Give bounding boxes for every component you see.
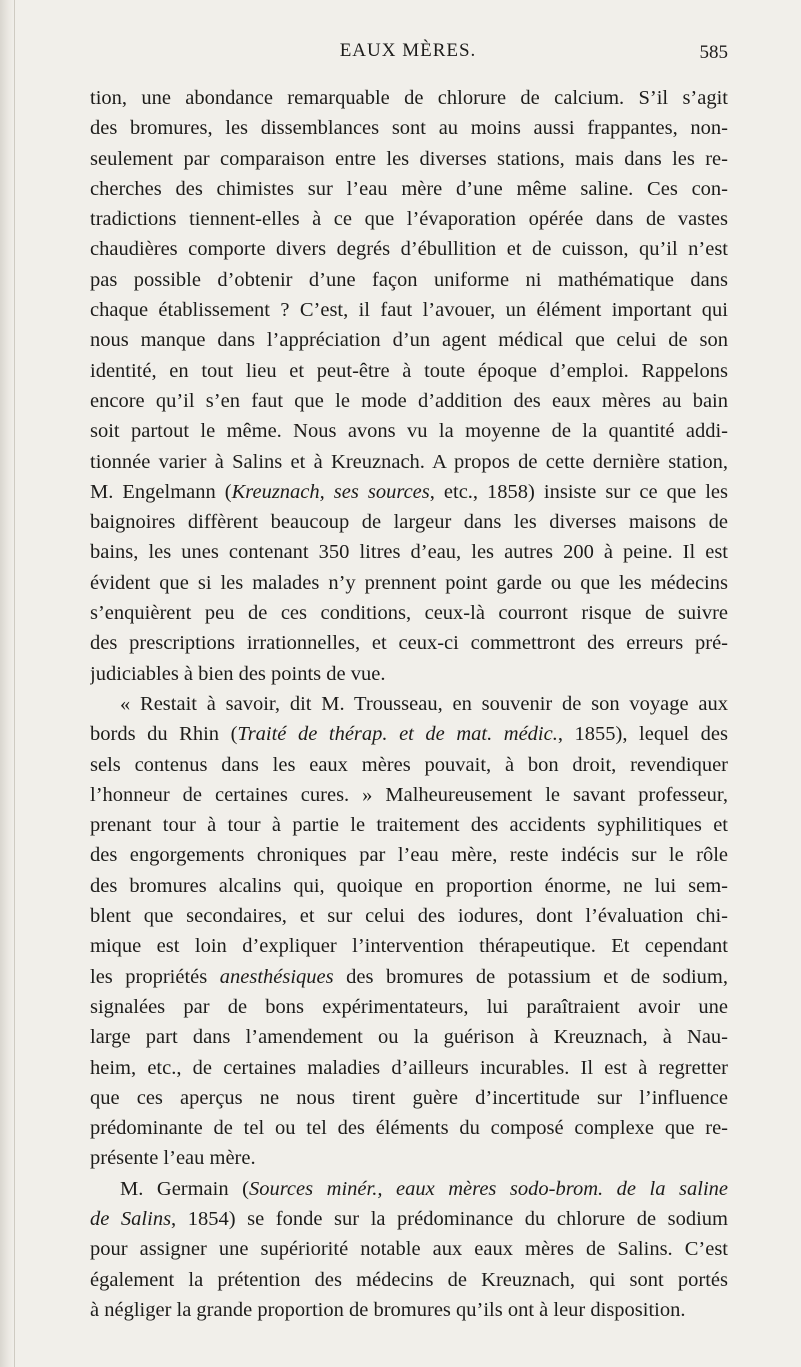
body-text: [90, 83, 728, 1325]
text-line: des prescriptions irrationnelles, et ceux-ci commettront des erreurs pré-: [90, 632, 728, 655]
text-line: identité, en tout lieu et peut-être à toute époque d’emploi. Rappelons: [90, 359, 728, 382]
text-line: que ces aperçus ne nous tirent guère d’incertitude sur l’influence: [90, 1086, 728, 1109]
text-line: des bromures alcalins qui, quoique en proportion énorme, ne lui sem-: [90, 874, 728, 897]
page-binding-edge: [0, 0, 15, 1367]
text-line: bains, les unes contenant 350 litres d’eau, les autres 200 à peine. Il est: [90, 541, 728, 564]
text-line: prenant tour à tour à partie le traitement des accidents syphilitiques et: [90, 814, 728, 837]
page-header: [88, 38, 728, 68]
text-line: sels contenus dans les eaux mères pouvait, à bon droit, revendiquer: [90, 753, 728, 776]
text-segment: bords du Rhin (: [90, 723, 238, 746]
text-line: judiciables à bien des points de vue.: [90, 662, 386, 685]
text-line: pour assigner une supériorité notable aux eaux mères de Salins. C’est: [90, 1238, 728, 1261]
italic-citation: de Salins: [90, 1207, 172, 1230]
text-line: encore qu’il s’en faut que le mode d’addition des eaux mères au bain: [90, 389, 728, 412]
text-segment: , etc., 1858) insiste sur ce que les: [429, 480, 728, 503]
italic-citation: Kreuznach, ses sources: [231, 480, 430, 503]
text-line: évident que si les malades n’y prennent point garde ou que les médecins: [90, 571, 728, 594]
text-line: [90, 1204, 728, 1234]
text-line: également la prétention des médecins de Kreuznach, qui sont portés: [90, 1268, 728, 1291]
text-line: à négliger la grande proportion de bromures qu’ils ont à leur disposition.: [90, 1298, 686, 1321]
text-line: cherches des chimistes sur l’eau mère d’une même saline. Ces con-: [90, 177, 728, 200]
text-line: [90, 477, 728, 507]
text-segment: , 1854) se fonde sur la prédominance du chlorure de sodium: [171, 1207, 728, 1230]
text-line: [90, 1174, 728, 1204]
text-line: chaudières comporte divers degrés d’ébullition et de cuisson, qu’il n’est: [90, 238, 728, 261]
text-line: seulement par comparaison entre les diverses stations, mais dans les re-: [90, 147, 728, 170]
text-line: baignoires diffèrent beaucoup de largeur dans les diverses maisons de: [90, 511, 728, 534]
text-line: nous manque dans l’appréciation d’un agent médical que celui de son: [90, 329, 728, 352]
text-line: [90, 719, 728, 749]
text-line: s’enquièrent peu de ces conditions, ceux-là courront risque de suivre: [90, 602, 728, 625]
text-line: des bromures, les dissemblances sont au moins aussi frappantes, non-: [90, 117, 728, 140]
text-line: des engorgements chroniques par l’eau mère, reste indécis sur le rôle: [90, 844, 728, 867]
text-line: pas possible d’obtenir d’une façon uniforme ni mathématique dans: [90, 268, 728, 291]
text-line: tionnée varier à Salins et à Kreuznach. A propos de cette dernière station,: [90, 450, 728, 473]
text-line: chaque établissement ? C’est, il faut l’avouer, un élément important qui: [90, 299, 728, 322]
text-segment: M. Germain (: [120, 1177, 249, 1200]
text-line: présente l’eau mère.: [90, 1147, 256, 1170]
text-line: tradictions tiennent-elles à ce que l’évaporation opérée dans de vastes: [90, 208, 728, 231]
text-segment: , 1855), lequel des: [557, 723, 728, 746]
text-line: prédominante de tel ou tel des éléments du composé complexe que re-: [90, 1117, 728, 1140]
text-line: blent que secondaires, et sur celui des iodures, dont l’évaluation chi-: [90, 905, 728, 928]
text-segment: M. Engelmann (: [90, 480, 232, 503]
running-title: EAUX MÈRES.: [339, 40, 477, 61]
text-line: soit partout le même. Nous avons vu la moyenne de la quantité addi-: [90, 420, 728, 443]
page-number: 585: [699, 42, 728, 63]
italic-citation: anesthésiques: [219, 965, 334, 988]
text-segment: les propriétés: [90, 965, 220, 988]
text-line: signalées par de bons expérimentateurs, lui paraîtraient avoir une: [90, 995, 728, 1018]
text-segment: des bromures de potassium et de sodium,: [333, 965, 728, 988]
text-line: l’honneur de certaines cures. » Malheureusement le savant professeur,: [90, 783, 728, 806]
italic-citation: Traité de thérap. et de mat. médic.: [237, 723, 558, 746]
italic-citation: Sources minér., eaux mères sodo-brom. de la saline: [248, 1177, 728, 1200]
text-line: [90, 962, 728, 992]
text-line: large part dans l’amendement ou la guérison à Kreuznach, à Nau-: [90, 1026, 728, 1049]
text-line: tion, une abondance remarquable de chlorure de calcium. S’il s’agit: [90, 87, 728, 109]
text-line: heim, etc., de certaines maladies d’ailleurs incurables. Il est à regretter: [90, 1056, 728, 1079]
text-line: mique est loin d’expliquer l’intervention thérapeutique. Et cependant: [90, 935, 728, 958]
text-line: « Restait à savoir, dit M. Trousseau, en souvenir de son voyage aux: [120, 692, 728, 715]
